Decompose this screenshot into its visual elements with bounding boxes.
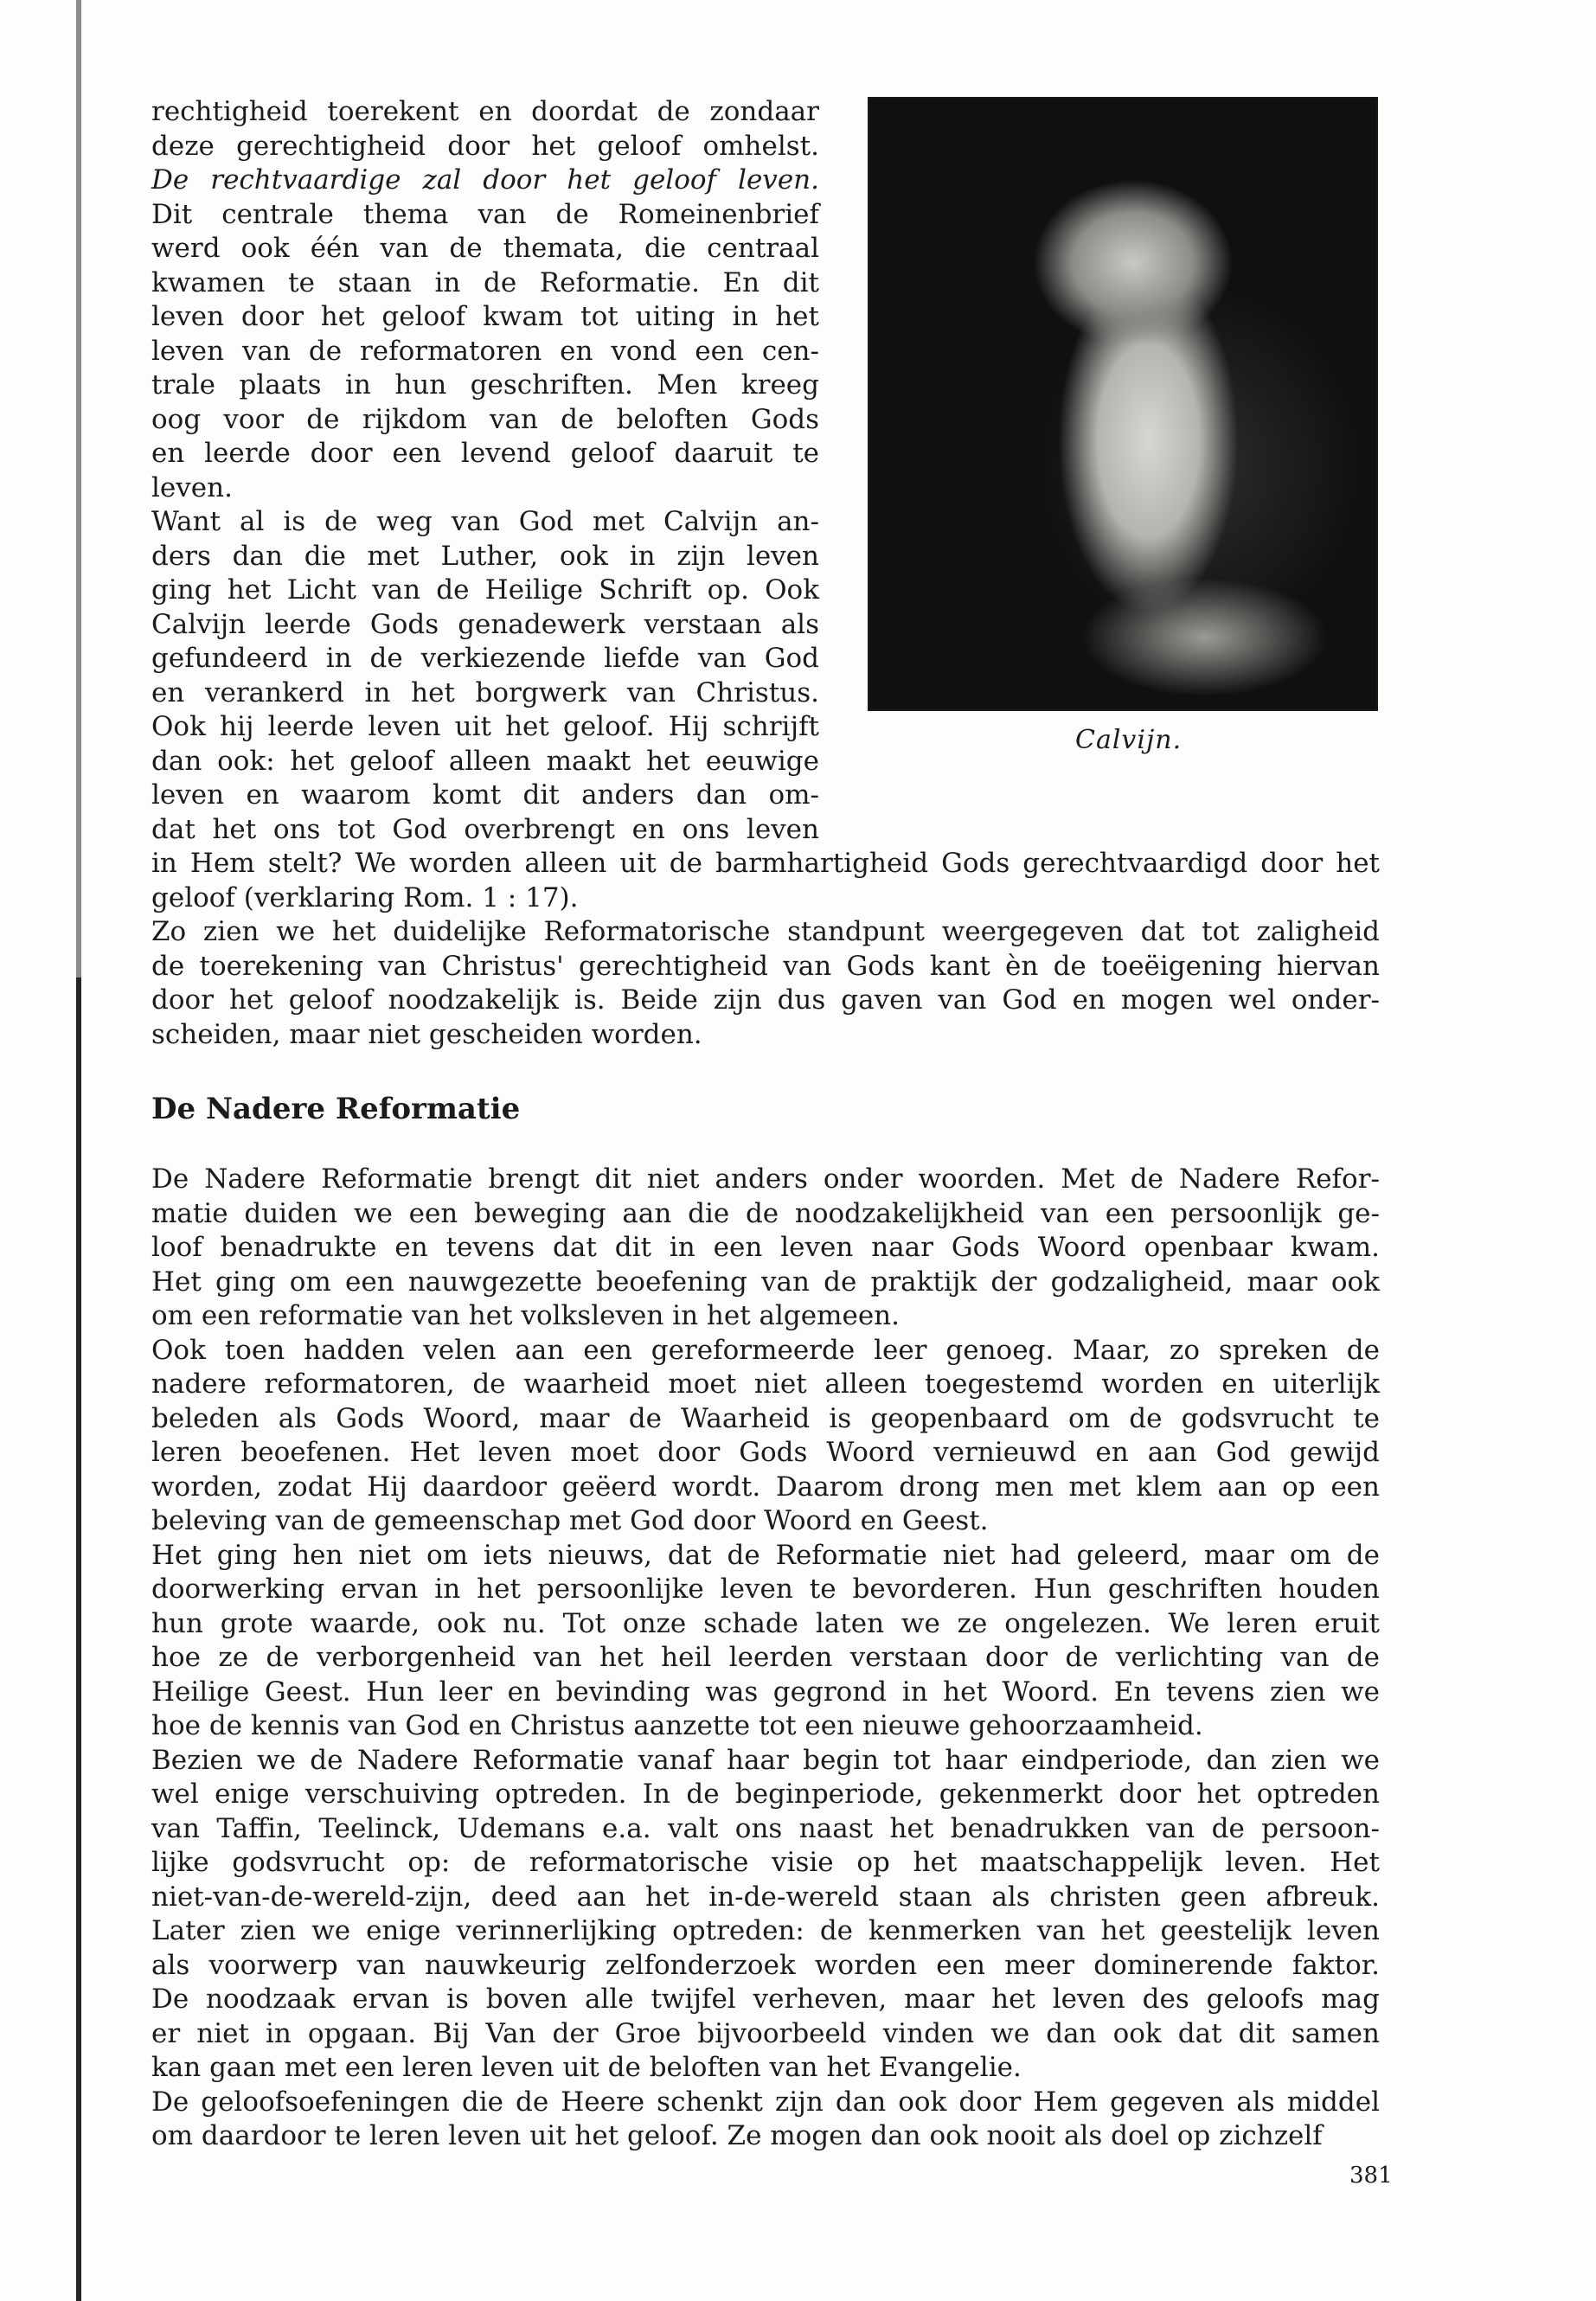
text-line: Ook hij leerde leven uit het geloof. Hij schrijft	[151, 711, 819, 742]
text-line: hoe ze de verborgenheid van het heil leerden verstaan door de verlichting van de	[151, 1642, 1380, 1673]
text-line: niet-van-de-wereld-zijn, deed aan het in-de-wereld staan als christen geen afbreuk.	[151, 1881, 1380, 1913]
text-line: worden, zodat Hij daardoor geëerd wordt. Daarom drong men met klem aan op een	[151, 1471, 1380, 1503]
page-edge-rule-top	[76, 0, 81, 977]
text-line: De rechtvaardige zal door het geloof leven.	[151, 164, 819, 195]
text-line: Het ging om een nauwgezette beoefening van de praktijk der godzaligheid, maar ook	[151, 1266, 1380, 1298]
text-line: scheiden, maar niet gescheiden worden.	[151, 1018, 702, 1050]
text-line: ging het Licht van de Heilige Schrift op. Ook	[151, 574, 819, 606]
text-line: Calvijn leerde Gods genadewerk verstaan als	[151, 608, 819, 640]
top-paragraph	[151, 95, 819, 847]
text-line: De noodzaak ervan is boven alle twijfel verheven, maar het leven des geloofs mag	[151, 1984, 1380, 2015]
text-line: oog voor de rijkdom van de beloften Gods	[151, 403, 819, 435]
text-line: Zo zien we het duidelijke Reformatorische standpunt weergegeven dat tot zaligheid	[151, 916, 1380, 947]
text-line: werd ook één van de themata, die centraal	[151, 233, 819, 264]
text-line: leven door het geloof kwam tot uiting in het	[151, 301, 819, 332]
text-line: om daardoor te leren leven uit het geloof. Ze mogen dan ook nooit als doel op zichzelf	[151, 2120, 1323, 2151]
text-line: Bezien we de Nadere Reformatie vanaf haar begin tot haar eindperiode, dan zien we	[151, 1744, 1380, 1776]
text-line: Ook toen hadden velen aan een gereformeerde leer genoeg. Maar, zo spreken de	[151, 1334, 1380, 1366]
text-line: wel enige verschuiving optreden. In de beginperiode, gekenmerkt door het optreden	[151, 1779, 1380, 1810]
text-line: doorwerking ervan in het persoonlijke leven te bevorderen. Hun geschriften houden	[151, 1574, 1380, 1605]
text-line: kan gaan met een leren leven uit de beloften van het Evangelie.	[151, 2052, 1022, 2083]
text-line: gefundeerd in de verkiezende liefde van God	[151, 643, 819, 674]
text-line: door het geloof noodzakelijk is. Beide zijn dus gaven van God en mogen wel onder-	[151, 984, 1380, 1016]
calvin-portrait	[868, 97, 1378, 711]
text-line: dat het ons tot God overbrengt en ons leven	[151, 813, 819, 845]
text-line: leven.	[151, 471, 233, 503]
text-line: als voorwerp van nauwkeurig zelfonderzoek worden een meer dominerende faktor.	[151, 1949, 1380, 1981]
paragraph-continuation	[151, 847, 1380, 1052]
text-line: leren beoefenen. Het leven moet door Gods Woord vernieuwd en aan God gewijd	[151, 1437, 1380, 1468]
text-line: deze gerechtigheid door het geloof omhelst.	[151, 130, 819, 162]
text-line: er niet in opgaan. Bij Van der Groe bijvoorbeeld vinden we dan ook dat dit samen	[151, 2017, 1380, 2049]
text-line: De Nadere Reformatie brengt dit niet anders onder woorden. Met de Nadere Refor-	[151, 1163, 1380, 1195]
text-line: ders dan die met Luther, ook in zijn leven	[151, 540, 819, 572]
text-line: kwamen te staan in de Reformatie. En dit	[151, 266, 819, 298]
text-line: geloof (verklaring Rom. 1 : 17).	[151, 881, 579, 913]
text-line: matie duiden we een beweging aan die de noodzakelijkheid van een persoonlijk ge-	[151, 1197, 1380, 1229]
text-line: en leerde door een levend geloof daaruit te	[151, 438, 819, 469]
text-line: hoe de kennis van God en Christus aanzette tot een nieuwe gehoorzaamheid.	[151, 1710, 1203, 1741]
text-line: Want al is de weg van God met Calvijn an-	[151, 506, 819, 537]
text-line: De geloofsoefeningen die de Heere schenkt zijn dan ook door Hem gegeven als middel	[151, 2086, 1380, 2118]
text-line: Heilige Geest. Hun leer en bevinding was gegrond in het Woord. En tevens zien we	[151, 1676, 1380, 1708]
text-line: in Hem stelt? We worden alleen uit de barmhartigheid Gods gerechtvaardigd door het	[151, 848, 1380, 879]
text-line: leven van de reformatoren en vond een cen-	[151, 335, 819, 367]
text-line: de toerekening van Christus' gerechtigheid van Gods kant èn de toeëigening hiervan	[151, 950, 1380, 982]
text-line: hun grote waarde, ook nu. Tot onze schade laten we ze ongelezen. We leren eruit	[151, 1607, 1380, 1639]
text-line: beleden als Gods Woord, maar de Waarheid is geopenbaard om de godsvrucht te	[151, 1402, 1380, 1434]
text-line: lijke godsvrucht op: de reformatorische visie op het maatschappelijk leven. Het	[151, 1847, 1380, 1878]
text-line: trale plaats in hun geschriften. Men kreeg	[151, 369, 819, 401]
section-body	[151, 1163, 1380, 2154]
section-heading: De Nadere Reformatie	[151, 1092, 521, 1126]
text-line: van Taffin, Teelinck, Udemans e.a. valt ons naast het benadrukken van de persoon-	[151, 1812, 1380, 1844]
page-number: 381	[1349, 2163, 1393, 2189]
text-line: dan ook: het geloof alleen maakt het eeuwige	[151, 745, 819, 777]
text-line: en verankerd in het borgwerk van Christus.	[151, 676, 819, 708]
text-line: Later zien we enige verinnerlijking optreden: de kenmerken van het geestelijk leven	[151, 1915, 1380, 1946]
text-line: loof benadrukte en tevens dat dit in een leven naar Gods Woord openbaar kwam.	[151, 1232, 1380, 1263]
portrait-caption: Calvijn.	[1075, 725, 1183, 755]
text-line: Dit centrale thema van de Romeinenbrief	[151, 198, 819, 230]
text-line: rechtigheid toerekent en doordat de zondaar	[151, 96, 819, 127]
text-line: om een reformatie van het volksleven in het algemeen.	[151, 1300, 901, 1331]
text-line: beleving van de gemeenschap met God door Woord en Geest.	[151, 1505, 989, 1536]
text-line: leven en waarom komt dit anders dan om-	[151, 779, 819, 811]
text-line: nadere reformatoren, de waarheid moet niet alleen toegestemd worden en uiterlijk	[151, 1368, 1380, 1400]
text-line: Het ging hen niet om iets nieuws, dat de Reformatie niet had geleerd, maar om de	[151, 1539, 1380, 1571]
